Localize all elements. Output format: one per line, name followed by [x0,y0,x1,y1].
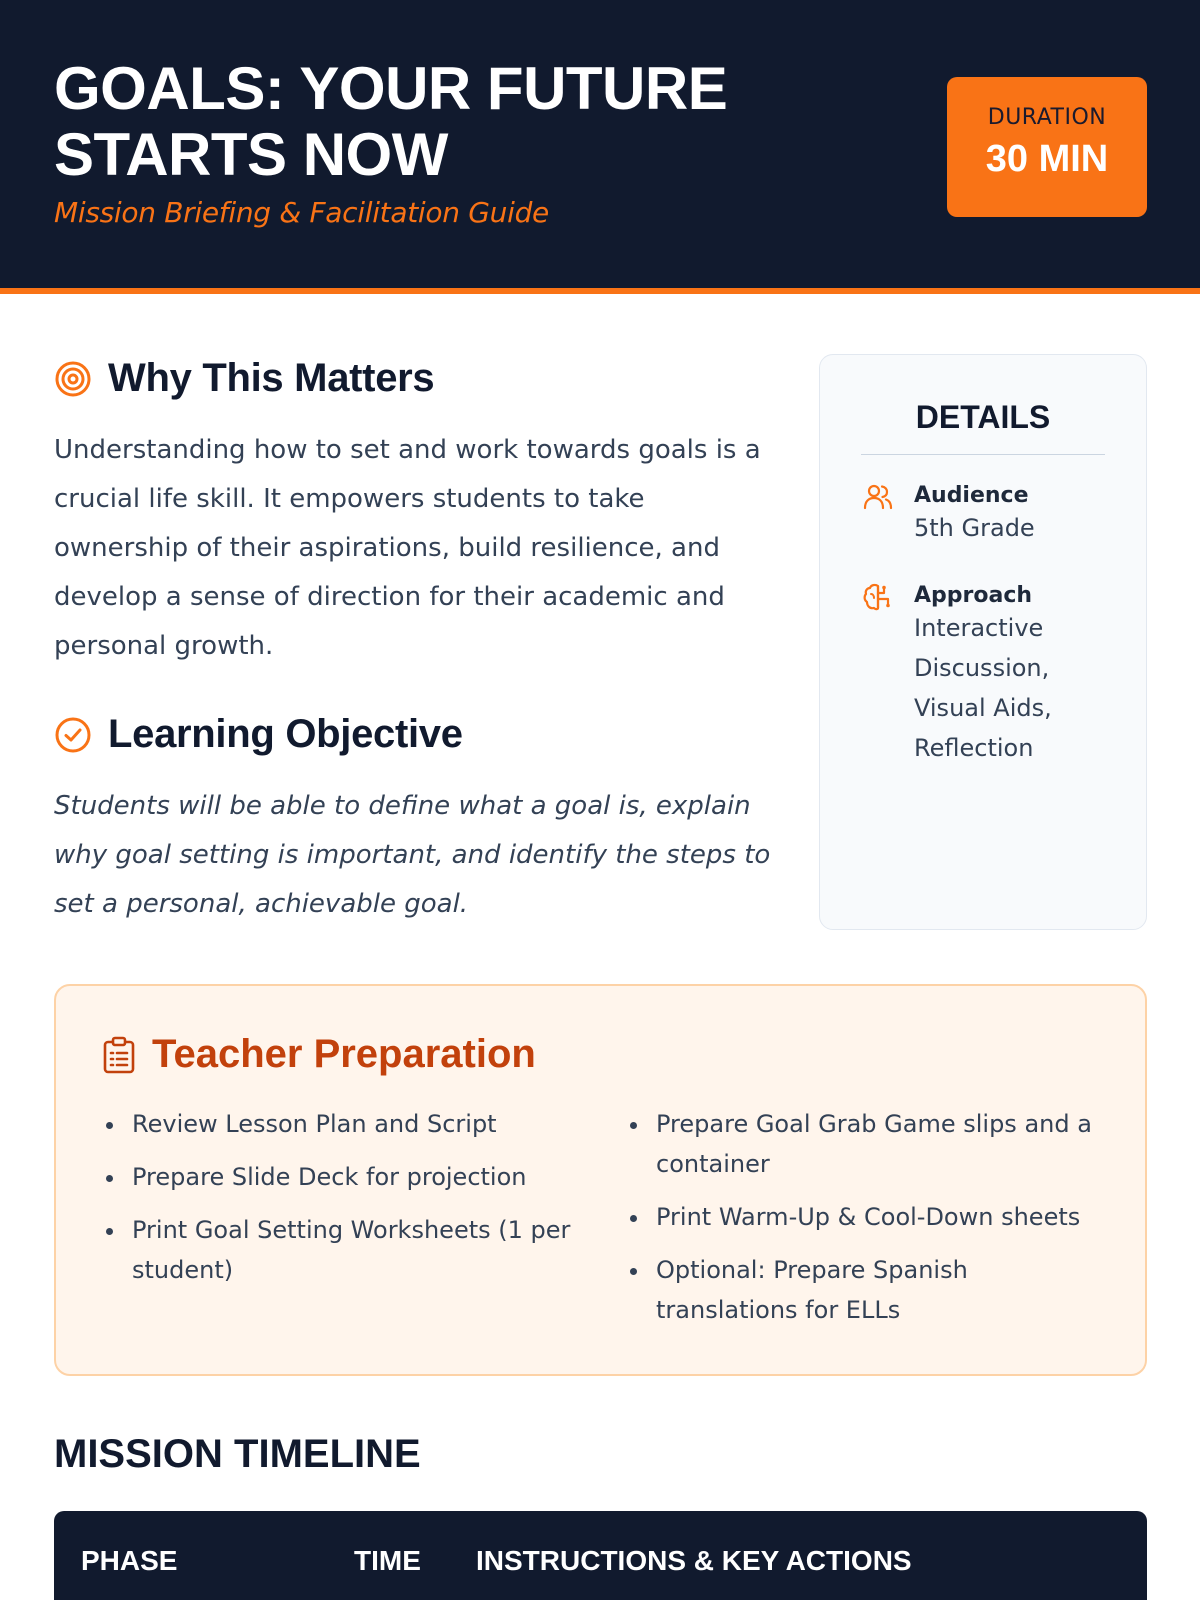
approach-value: Interactive Discussion, Visual Aids, Reflection [914,614,1052,762]
column-header-time: TIME [354,1545,421,1576]
prep-item: Print Warm-Up & Cool-Down sheets [626,1197,1096,1237]
duration-label: DURATION [987,105,1107,130]
objective-section-heading [54,712,463,757]
why-section-heading [54,356,434,401]
prep-item: Prepare Goal Grab Game slips and a container [626,1104,1096,1184]
target-icon [54,360,92,398]
prep-list-right [626,1104,1096,1343]
approach-label: Approach [914,583,1033,608]
header-banner [0,0,1200,294]
page-title: GOALS: YOUR FUTURE STARTS NOW [54,55,728,188]
prep-item: Print Goal Setting Worksheets (1 per student) [102,1210,572,1290]
duration-badge [947,77,1147,217]
detail-audience [862,483,1094,548]
details-divider [861,454,1105,455]
timeline-title: MISSION TIMELINE [54,1432,421,1476]
teacher-preparation-card [54,984,1147,1376]
prep-heading: Teacher Preparation [152,1032,536,1076]
objective-text: Students will be able to define what a goal is, explain why goal setting is important, and identify the steps to set a personal, achievable goal. [54,791,771,919]
column-header-instructions: INSTRUCTIONS & KEY ACTIONS [476,1545,912,1576]
prep-heading-row [102,1032,536,1077]
prep-list-left [102,1104,572,1303]
clipboard-list-icon [102,1036,136,1074]
details-card [819,354,1147,930]
prep-item: Optional: Prepare Spanish translations for ELLs [626,1250,1096,1330]
why-heading: Why This Matters [108,356,435,400]
check-circle-icon [54,716,92,754]
prep-item: Prepare Slide Deck for projection [102,1157,572,1197]
details-heading: DETAILS [915,399,1051,435]
audience-value: 5th Grade [914,514,1035,542]
page-subtitle: Mission Briefing & Facilitation Guide [54,196,549,229]
objective-heading: Learning Objective [108,712,463,756]
timeline-table-header [54,1511,1147,1600]
audience-label: Audience [914,483,1029,508]
users-icon [862,481,894,513]
prep-item: Review Lesson Plan and Script [102,1104,572,1144]
duration-value: 30 MIN [985,138,1109,180]
column-header-phase: PHASE [81,1545,178,1576]
why-text: Understanding how to set and work towards goals is a crucial life skill. It empowers students to take ownership of their aspirations, build resilience, and develop a sense of direction for their academic and personal growth. [54,435,761,661]
detail-approach [862,583,1094,768]
brain-icon [862,581,894,613]
